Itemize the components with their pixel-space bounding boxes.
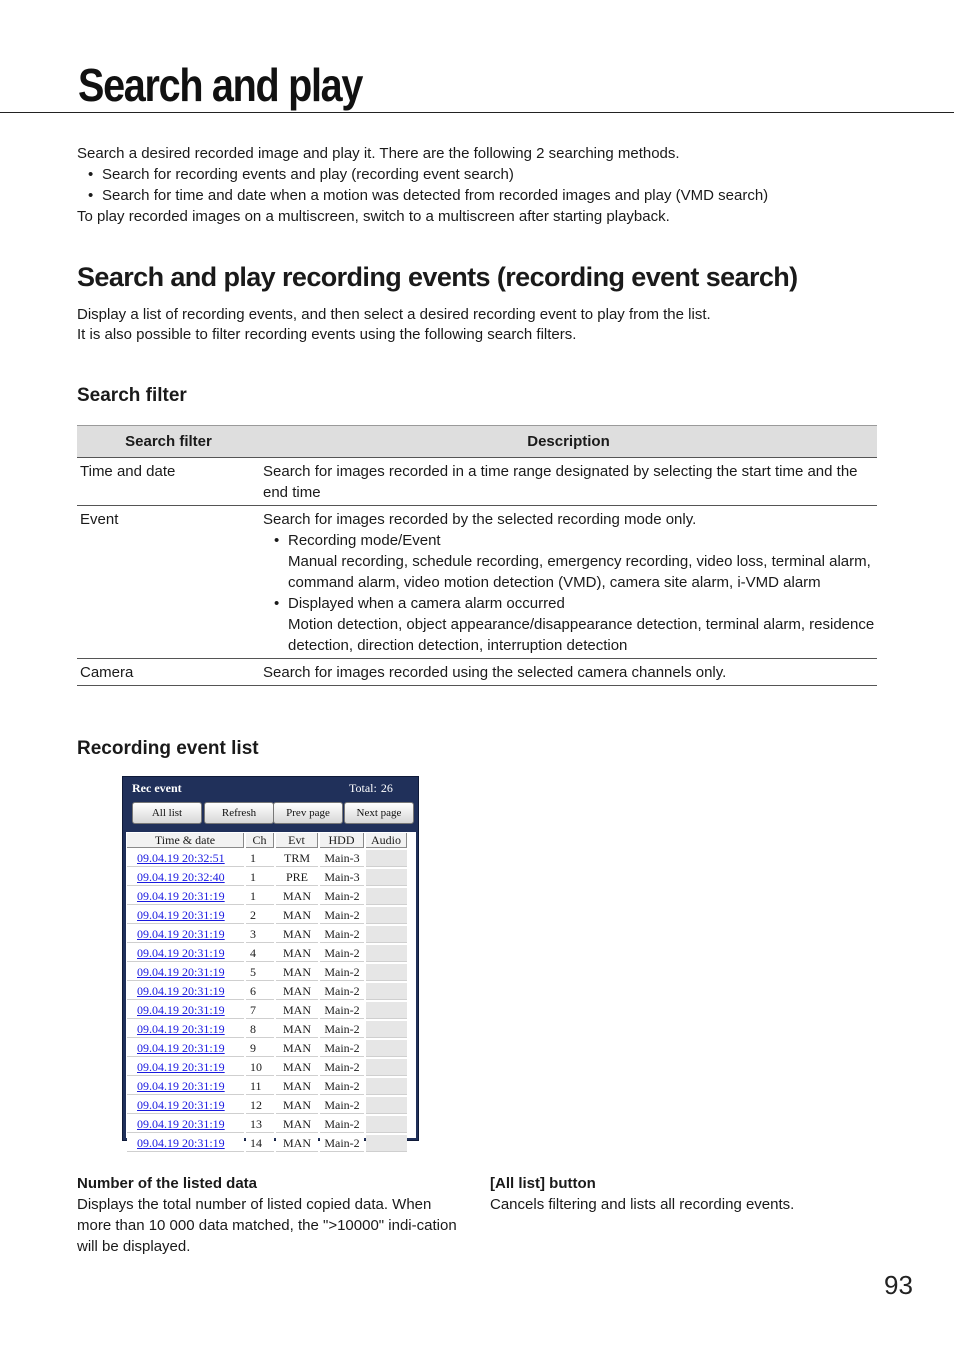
section-description [77, 305, 877, 345]
event-datetime-cell [127, 869, 244, 886]
table-row [77, 659, 877, 686]
event-datetime-link[interactable]: 09.04.19 20:31:19 [137, 1060, 225, 1074]
total-value: 26 [380, 781, 393, 795]
event-row[interactable] [127, 1078, 407, 1095]
event-datetime-link[interactable]: 09.04.19 20:31:19 [137, 946, 225, 960]
page-number: 93 [884, 1270, 913, 1300]
event-audio [366, 869, 407, 886]
event-audio [366, 1059, 407, 1076]
event-type: MAN [276, 1097, 318, 1114]
event-datetime-link[interactable]: 09.04.19 20:31:19 [137, 1079, 225, 1093]
table-row [77, 458, 877, 506]
event-datetime-cell [127, 1078, 244, 1095]
event-audio [366, 1135, 407, 1152]
filter-description [260, 506, 877, 659]
event-channel: 10 [246, 1059, 274, 1076]
event-datetime-link[interactable]: 09.04.19 20:31:19 [137, 1003, 225, 1017]
column-header: Audio [366, 833, 407, 848]
column-header: Description [260, 426, 877, 458]
event-hdd: Main-3 [320, 869, 364, 886]
event-hdd: Main-2 [320, 964, 364, 981]
column-header: HDD [320, 833, 364, 848]
event-row[interactable] [127, 926, 407, 943]
intro-line: Search a desired recorded image and play it. There are the following 2 searching methods. [77, 145, 680, 162]
event-row[interactable] [127, 888, 407, 905]
filter-name: Camera [77, 659, 260, 686]
event-datetime-cell [127, 850, 244, 867]
event-channel: 13 [246, 1116, 274, 1133]
event-type: MAN [276, 888, 318, 905]
event-datetime-link[interactable]: 09.04.19 20:31:19 [137, 1041, 225, 1055]
event-datetime-cell [127, 1040, 244, 1057]
event-audio [366, 945, 407, 962]
event-datetime-link[interactable]: 09.04.19 20:31:19 [137, 1022, 225, 1036]
event-hdd: Main-2 [320, 1059, 364, 1076]
event-type: MAN [276, 1135, 318, 1152]
filter-description: Search for images recorded in a time range designated by selecting the start time and the end time [260, 458, 877, 506]
intro-bullet: • Search for recording events and play (recording event search) [77, 164, 877, 185]
event-audio [366, 983, 407, 1000]
note-title: Number of the listed data [77, 1175, 258, 1192]
event-hdd: Main-2 [320, 1002, 364, 1019]
event-channel: 11 [246, 1078, 274, 1095]
column-header: Time & date [127, 833, 244, 848]
event-datetime-link[interactable]: 09.04.19 20:31:19 [137, 889, 225, 903]
event-datetime-link[interactable]: 09.04.19 20:31:19 [137, 927, 225, 941]
event-header-row [127, 833, 407, 848]
event-audio [366, 964, 407, 981]
event-hdd: Main-2 [320, 1021, 364, 1038]
event-type: PRE [276, 869, 318, 886]
event-datetime-cell [127, 1002, 244, 1019]
event-type: MAN [276, 1021, 318, 1038]
event-hdd: Main-2 [320, 1135, 364, 1152]
event-row[interactable] [127, 1021, 407, 1038]
note-all-list [490, 1173, 880, 1215]
event-hdd: Main-2 [320, 945, 364, 962]
event-hdd: Main-2 [320, 926, 364, 943]
event-channel: 14 [246, 1135, 274, 1152]
column-header: Evt [276, 833, 318, 848]
note-title: [All list] button [490, 1175, 596, 1192]
panel-title: Rec event [132, 781, 182, 795]
event-channel: 1 [246, 888, 274, 905]
event-hdd: Main-2 [320, 1040, 364, 1057]
event-hdd: Main-2 [320, 1116, 364, 1133]
event-datetime-cell [127, 888, 244, 905]
filter-name: Time and date [77, 458, 260, 506]
table-header-row [77, 426, 877, 458]
event-audio [366, 1021, 407, 1038]
next-page-button[interactable]: Next page [344, 802, 414, 824]
event-datetime-cell [127, 1097, 244, 1114]
table-row [77, 506, 877, 659]
total-count [349, 781, 393, 796]
event-channel: 1 [246, 850, 274, 867]
event-channel: 8 [246, 1021, 274, 1038]
event-datetime-cell [127, 1116, 244, 1133]
desc-sub: Motion detection, object appearance/disappearance detection, terminal alarm, residence detection, direction detection, interruption detection [288, 616, 875, 654]
event-table [125, 831, 409, 1154]
all-list-button[interactable]: All list [132, 802, 202, 824]
event-row[interactable] [127, 869, 407, 886]
event-hdd: Main-2 [320, 983, 364, 1000]
event-hdd: Main-2 [320, 1097, 364, 1114]
event-datetime-link[interactable]: 09.04.19 20:31:19 [137, 1098, 225, 1112]
event-audio [366, 1040, 407, 1057]
event-type: MAN [276, 1059, 318, 1076]
event-datetime-cell [127, 945, 244, 962]
event-audio [366, 1002, 407, 1019]
event-channel: 1 [246, 869, 274, 886]
search-filter-table [77, 425, 877, 686]
event-audio [366, 888, 407, 905]
desc-line: Search for images recorded by the selected recording mode only. [263, 511, 697, 528]
search-filter-heading: Search filter [77, 385, 187, 406]
event-channel: 9 [246, 1040, 274, 1057]
event-datetime-cell [127, 907, 244, 924]
event-datetime-cell [127, 1135, 244, 1152]
section-desc-line: Display a list of recording events, and then select a desired recording event to play from the list. [77, 306, 711, 323]
rec-event-panel [122, 776, 419, 1150]
event-datetime-cell [127, 964, 244, 981]
event-datetime-link[interactable]: 09.04.19 20:31:19 [137, 1136, 225, 1150]
event-datetime-link[interactable]: 09.04.19 20:31:19 [137, 908, 225, 922]
filter-name: Event [77, 506, 260, 659]
event-row[interactable] [127, 964, 407, 981]
event-channel: 6 [246, 983, 274, 1000]
desc-bullet: • Recording mode/Event [263, 530, 875, 551]
desc-sub: Manual recording, schedule recording, emergency recording, video loss, terminal alarm, command alarm, video motion detection (VMD), camera site alarm, i-VMD alarm [288, 553, 871, 591]
event-type: MAN [276, 945, 318, 962]
event-type: MAN [276, 1002, 318, 1019]
event-datetime-cell [127, 1021, 244, 1038]
note-listed-data [77, 1173, 467, 1257]
event-type: MAN [276, 1116, 318, 1133]
event-audio [366, 1097, 407, 1114]
refresh-button[interactable]: Refresh [204, 802, 274, 824]
event-row[interactable] [127, 983, 407, 1000]
event-type: MAN [276, 907, 318, 924]
event-datetime-link[interactable]: 09.04.19 20:32:40 [137, 870, 225, 884]
intro-line: To play recorded images on a multiscreen, switch to a multiscreen after starting playback. [77, 208, 670, 225]
column-header: Ch [246, 833, 274, 848]
event-audio [366, 926, 407, 943]
event-datetime-cell [127, 926, 244, 943]
intro-bullets [77, 164, 877, 206]
event-type: TRM [276, 850, 318, 867]
intro [77, 143, 877, 227]
event-row[interactable] [127, 1040, 407, 1057]
event-channel: 4 [246, 945, 274, 962]
event-type: MAN [276, 964, 318, 981]
total-label: Total: [349, 781, 377, 795]
event-hdd: Main-3 [320, 850, 364, 867]
event-row[interactable] [127, 945, 407, 962]
intro-bullet: • Search for time and date when a motion was detected from recorded images and play (VMD search) [77, 185, 877, 206]
desc-bullet: • Displayed when a camera alarm occurred [263, 593, 875, 614]
event-datetime-link[interactable]: 09.04.19 20:31:19 [137, 1117, 225, 1131]
event-type: MAN [276, 1078, 318, 1095]
event-datetime-cell [127, 1059, 244, 1076]
event-audio [366, 907, 407, 924]
event-channel: 5 [246, 964, 274, 981]
event-datetime-link[interactable]: 09.04.19 20:32:51 [137, 851, 225, 865]
event-type: MAN [276, 926, 318, 943]
section-desc-line: It is also possible to filter recording events using the following search filters. [77, 326, 577, 343]
event-audio [366, 1078, 407, 1095]
page-title: Search and play [78, 59, 363, 111]
note-text: Displays the total number of listed copied data. When more than 10 000 data matched, the ">10000" indi-cation will be displayed. [77, 1196, 457, 1255]
event-type: MAN [276, 983, 318, 1000]
event-datetime-link[interactable]: 09.04.19 20:31:19 [137, 984, 225, 998]
note-text: Cancels filtering and lists all recording events. [490, 1196, 795, 1213]
filter-description: Search for images recorded using the selected camera channels only. [260, 659, 877, 686]
event-audio [366, 1116, 407, 1133]
event-datetime-link[interactable]: 09.04.19 20:31:19 [137, 965, 225, 979]
event-hdd: Main-2 [320, 888, 364, 905]
event-list-grid [126, 832, 416, 1150]
event-hdd: Main-2 [320, 1078, 364, 1095]
event-audio [366, 850, 407, 867]
event-type: MAN [276, 1040, 318, 1057]
event-row[interactable] [127, 1059, 407, 1076]
event-row[interactable] [127, 1002, 407, 1019]
title-rule [0, 112, 954, 113]
recording-event-list-heading: Recording event list [77, 738, 259, 759]
column-header: Search filter [77, 426, 260, 458]
event-channel: 2 [246, 907, 274, 924]
event-channel: 7 [246, 1002, 274, 1019]
event-row[interactable] [127, 1116, 407, 1133]
section-heading: Search and play recording events (recording event search) [77, 262, 798, 292]
event-row[interactable] [127, 850, 407, 867]
event-channel: 3 [246, 926, 274, 943]
event-channel: 12 [246, 1097, 274, 1114]
event-row[interactable] [127, 1135, 407, 1152]
event-hdd: Main-2 [320, 907, 364, 924]
event-datetime-cell [127, 983, 244, 1000]
event-row[interactable] [127, 907, 407, 924]
event-row[interactable] [127, 1097, 407, 1114]
prev-page-button[interactable]: Prev page [273, 802, 343, 824]
